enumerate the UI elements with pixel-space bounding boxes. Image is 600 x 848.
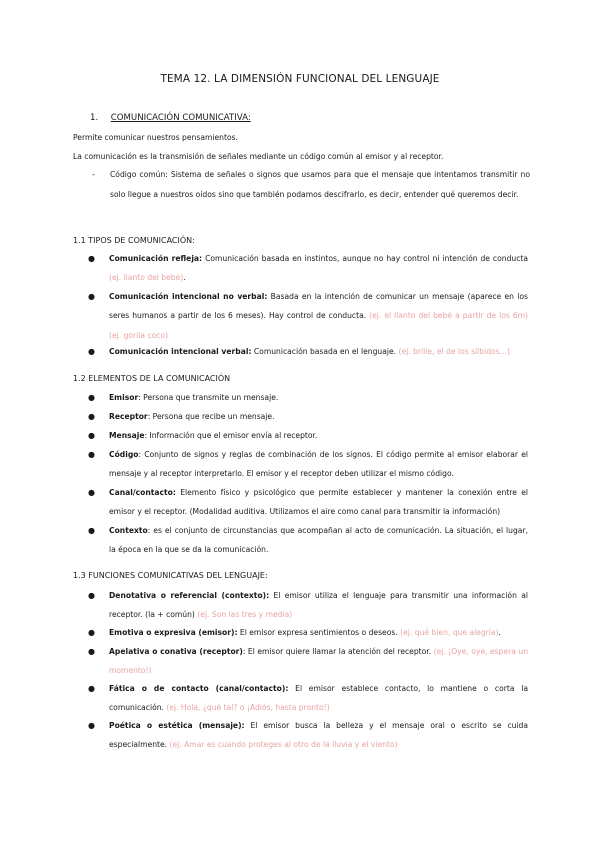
list-item-term: Apelativa o conativa (receptor) bbox=[109, 647, 243, 656]
list-item bbox=[88, 716, 528, 755]
example-text: (ej. Hola, ¿qué tal? o ¡Adiós, hasta pronto!) bbox=[166, 703, 330, 713]
list-item bbox=[88, 679, 528, 718]
list-item-term: Emotiva o expresiva (emisor): bbox=[109, 628, 238, 637]
list-item bbox=[88, 521, 528, 560]
bullet-icon: ● bbox=[88, 450, 95, 459]
list-item-text: : Conjunto de signos y reglas de combinación de los signos. El código permite al emisor elaborar el mensaje y al receptor interpretarlo. El emisor y el receptor deben utilizar el mismo código. bbox=[109, 450, 528, 479]
list-item-term: Fática o de contacto (canal/contacto): bbox=[109, 684, 289, 693]
example-text: (ej. el llanto del bebé a partir de los 6m) bbox=[369, 311, 528, 321]
list-item-text: Comunicación basada en instintos, aunque no hay control ni intención de conducta bbox=[202, 254, 529, 263]
intro-paragraph-2: La comunicación es la transmisión de señales mediante un código común al emisor y al receptor. bbox=[73, 152, 444, 161]
bullet-icon: ● bbox=[88, 431, 95, 440]
list-item bbox=[88, 483, 528, 522]
example-text: (ej. Amar es cuando proteges al otro de la lluvia y el viento) bbox=[169, 740, 398, 750]
list-item bbox=[88, 388, 528, 407]
list-item-text: : Información que el emisor envía al receptor. bbox=[144, 431, 318, 440]
list-item-text: El emisor expresa sentimientos o deseos. bbox=[237, 628, 401, 637]
list-item bbox=[88, 407, 528, 426]
list-item-text: : es el conjunto de circunstancias que acompañan al acto de comunicación. La situación, el lugar, la época en la que se da la comunicación. bbox=[109, 526, 528, 555]
list-item-term: Mensaje bbox=[109, 431, 145, 440]
list-item-term: Comunicación intencional verbal: bbox=[109, 347, 252, 356]
bullet-icon: ● bbox=[88, 591, 95, 600]
example-text: (ej. gorila coco) bbox=[109, 330, 169, 340]
bullet-icon: ● bbox=[88, 254, 95, 263]
list-item-term: Poética o estética (mensaje): bbox=[109, 721, 245, 730]
section-1-heading bbox=[90, 113, 251, 123]
section-heading-text: COMUNICACIÓN COMUNICATIVA: bbox=[110, 113, 251, 123]
list-item-tail: . bbox=[498, 628, 501, 637]
list-item-text: El emisor busca la belleza y el mensaje oral o escrito se cuida especialmente. bbox=[109, 721, 529, 750]
list-item bbox=[88, 342, 528, 361]
intro-paragraph-1: Permite comunicar nuestros pensamientos. bbox=[73, 133, 238, 142]
section-1-2-heading: 1.2 ELEMENTOS DE LA COMUNICACIÓN bbox=[73, 374, 231, 383]
list-item bbox=[88, 623, 528, 642]
list-item-tail: . bbox=[183, 273, 186, 283]
list-item-term: Canal/contacto: bbox=[109, 488, 176, 497]
list-item-term: Comunicación intencional no verbal: bbox=[109, 292, 268, 301]
example-text: (ej. ¡Oye, oye, espera un momento!) bbox=[109, 647, 529, 676]
section-1-3-heading: 1.3 FUNCIONES COMUNICATIVAS DEL LENGUAJE: bbox=[73, 571, 268, 580]
list-item-text: : Persona que transmite un mensaje. bbox=[138, 393, 279, 402]
bullet-icon: ● bbox=[88, 347, 95, 356]
page-title: TEMA 12. LA DIMENSIÓN FUNCIONAL DEL LENGUAJE bbox=[160, 73, 440, 85]
list-item bbox=[88, 249, 528, 288]
bullet-icon: ● bbox=[88, 526, 95, 535]
dash-item-text: Código común: Sistema de señales o signos que usamos para que el mensaje que intentamos transmitir no solo llegue a nuestros oídos sino que también podamos descifrarlo, es decir, entender qué queremos decir. bbox=[110, 170, 530, 199]
list-item bbox=[88, 445, 528, 484]
dash-list-item bbox=[92, 165, 530, 204]
list-item-text: Comunicación basada en el lenguaje. bbox=[251, 347, 399, 356]
example-text: (ej. brille, el de los silbidos...) bbox=[398, 347, 510, 356]
list-item bbox=[88, 642, 528, 681]
list-item-text: El emisor establece contacto, lo mantiene o corta la comunicación. bbox=[109, 684, 528, 713]
list-item-term: Emisor bbox=[109, 393, 139, 402]
bullet-icon: ● bbox=[88, 412, 95, 421]
list-item-text: : El emisor quiere llamar la atención del receptor. bbox=[242, 647, 434, 656]
list-item-text: : Persona que recibe un mensaje. bbox=[147, 412, 275, 421]
example-text: (ej. Son las tres y media) bbox=[197, 610, 293, 620]
bullet-icon: ● bbox=[88, 488, 95, 497]
list-item-text: Elemento físico y psicológico que permite establecer y mantener la conexión entre el emisor y el receptor. (Modalidad auditiva. Utilizamos el aire como canal para transmitir la información) bbox=[109, 488, 528, 517]
list-item-term: Receptor bbox=[109, 412, 148, 421]
list-item bbox=[88, 586, 528, 625]
bullet-icon: ● bbox=[88, 721, 95, 730]
list-item bbox=[88, 287, 528, 345]
list-item-term: Denotativa o referencial (contexto): bbox=[109, 591, 270, 600]
section-number: 1. bbox=[90, 113, 99, 123]
bullet-icon: ● bbox=[88, 684, 95, 693]
example-text: (ej. llanto del bebe) bbox=[109, 273, 184, 283]
dash-marker: - bbox=[92, 170, 95, 179]
list-item-text: Basada en la intención de comunicar un mensaje (aparece en los seres humanos a partir de los 6 meses). Hay control de conducta. bbox=[109, 292, 528, 321]
bullet-icon: ● bbox=[88, 292, 95, 301]
list-item bbox=[88, 426, 528, 445]
example-text: (ej. qué bien, que alegría) bbox=[400, 628, 499, 637]
list-item-text: El emisor utiliza el lenguaje para transmitir una información al receptor. (la + común) bbox=[109, 591, 528, 620]
bullet-icon: ● bbox=[88, 647, 95, 656]
list-item-term: Contexto bbox=[109, 526, 148, 535]
section-1-1-heading: 1.1 TIPOS DE COMUNICACIÓN: bbox=[73, 236, 195, 245]
bullet-icon: ● bbox=[88, 393, 95, 402]
list-item-term: Código bbox=[109, 450, 139, 459]
list-item-term: Comunicación refleja: bbox=[109, 254, 203, 263]
bullet-icon: ● bbox=[88, 628, 95, 637]
